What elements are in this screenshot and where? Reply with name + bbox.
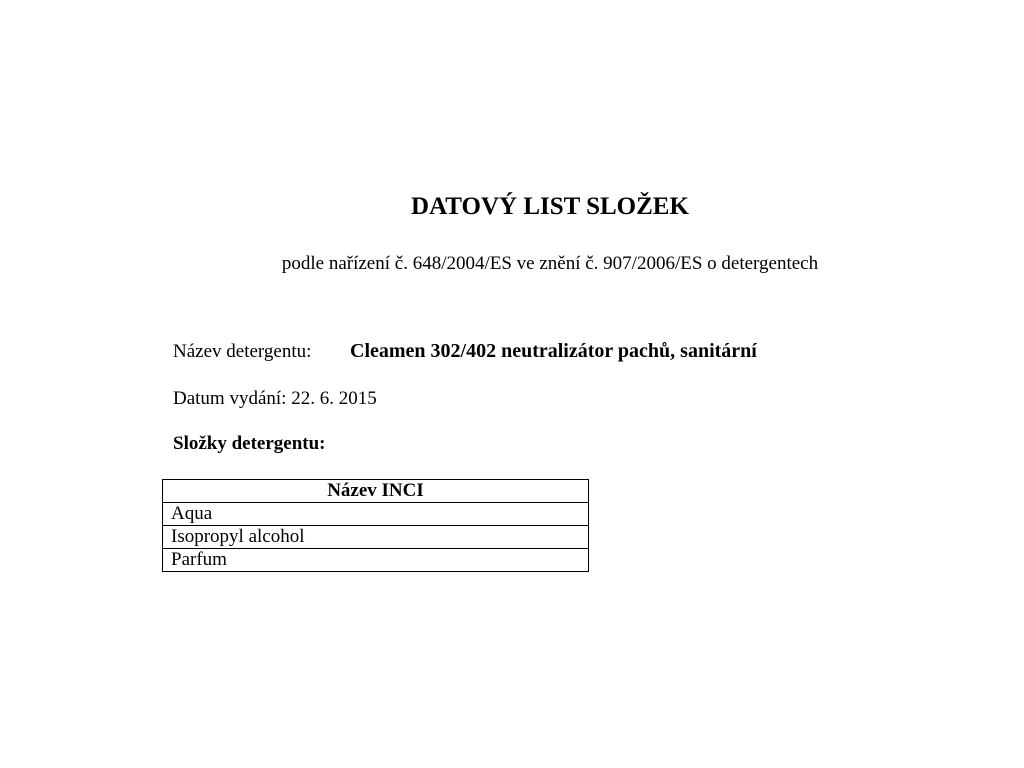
table-row bbox=[163, 549, 589, 572]
detergent-name-row bbox=[173, 340, 757, 363]
detergent-name-value: Cleamen 302/402 neutralizátor pachů, sanitární bbox=[350, 340, 757, 362]
table-row bbox=[163, 503, 589, 526]
table-header-row bbox=[163, 480, 589, 503]
table-cell-ingredient: Isopropyl alcohol bbox=[163, 526, 589, 549]
components-heading: Složky detergentu: bbox=[173, 433, 326, 454]
table-cell-ingredient: Aqua bbox=[163, 503, 589, 526]
table-cell-ingredient: Parfum bbox=[163, 549, 589, 572]
table-header-inci: Název INCI bbox=[163, 480, 589, 503]
document-subtitle: podle nařízení č. 648/2004/ES ve znění č. 907/2006/ES o detergentech bbox=[281, 253, 819, 274]
table-row bbox=[163, 526, 589, 549]
issue-date: Datum vydání: 22. 6. 2015 bbox=[173, 388, 377, 409]
document-title: DATOVÝ LIST SLOŽEK bbox=[411, 193, 689, 220]
detergent-name-label: Název detergentu: bbox=[173, 341, 312, 362]
inci-table bbox=[162, 479, 589, 572]
